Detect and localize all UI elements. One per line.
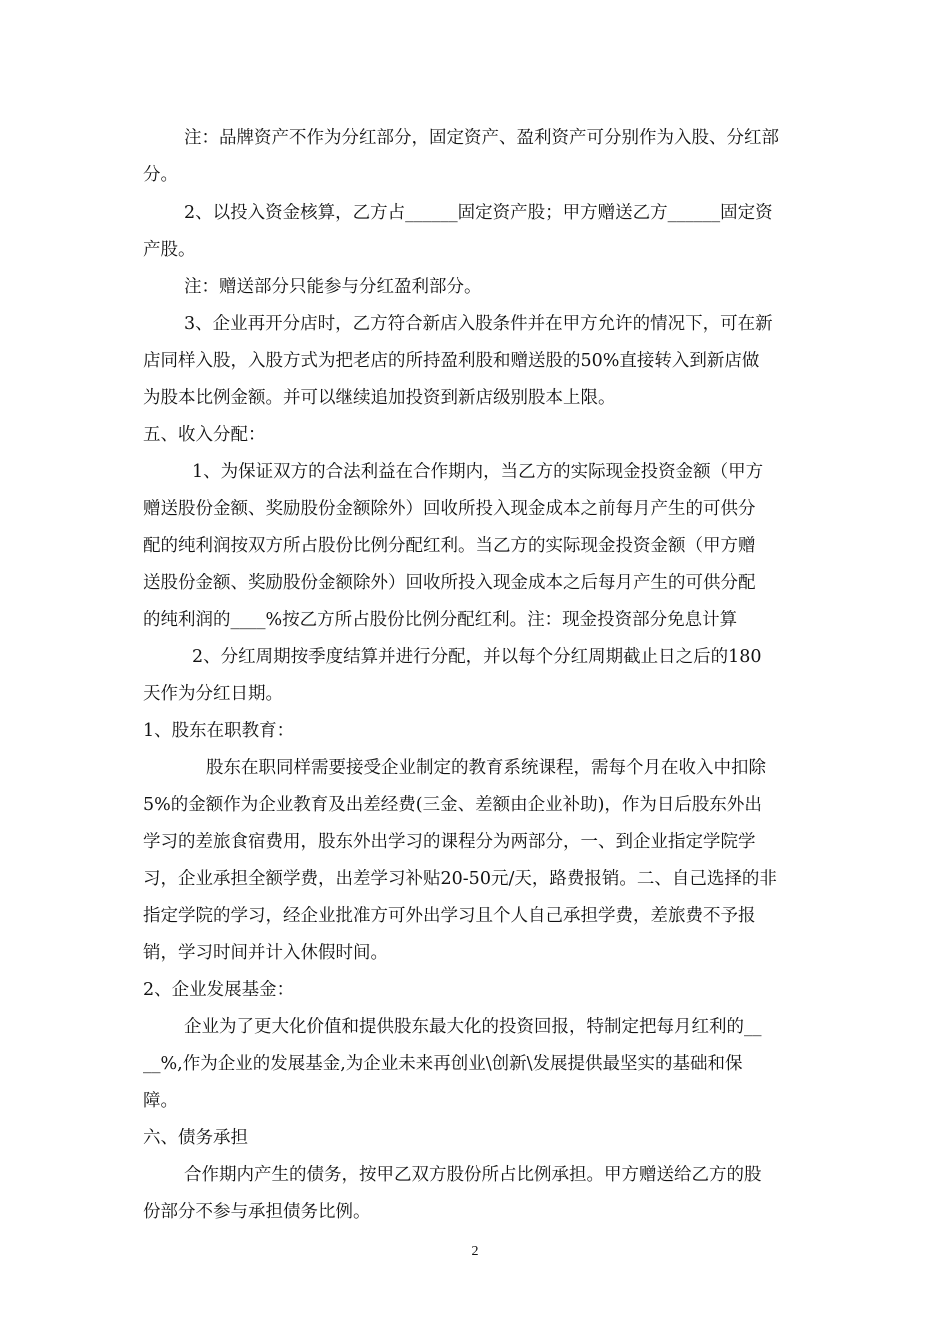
text-line: 2、以投入资金核算，乙方占______固定资产股；甲方赠送乙方______固定资 bbox=[184, 203, 773, 223]
text-line: 合作期内产生的债务，按甲乙双方股份所占比例承担。甲方赠送给乙方的股 bbox=[184, 1165, 762, 1185]
section-heading: 六、债务承担 bbox=[143, 1128, 248, 1148]
text-line: 障。 bbox=[143, 1091, 178, 1111]
section-heading: 1、股东在职教育： bbox=[143, 721, 295, 741]
text-line: 股东在职同样需要接受企业制定的教育系统课程，需每个月在收入中扣除 bbox=[206, 758, 766, 778]
text-line: 份部分不参与承担债务比例。 bbox=[143, 1202, 371, 1222]
text-line: 分。 bbox=[143, 165, 178, 185]
page-number: 2 bbox=[471, 1244, 479, 1259]
text-line: 为股本比例金额。并可以继续追加投资到新店级别股本上限。 bbox=[143, 388, 616, 408]
text-line: 注：赠送部分只能参与分红盈利部分。 bbox=[184, 277, 482, 297]
text-line: 学习的差旅食宿费用，股东外出学习的课程分为两部分，一、到企业指定学院学 bbox=[143, 832, 756, 852]
text-line: 销，学习时间并计入休假时间。 bbox=[143, 943, 388, 963]
text-line: 送股份金额、奖励股份金额除外）回收所投入现金成本之后每月产生的可供分配 bbox=[143, 573, 756, 593]
text-line: 指定学院的学习，经企业批准方可外出学习且个人自己承担学费，差旅费不予报 bbox=[143, 906, 756, 926]
text-line: __%,作为企业的发展基金,为企业未来再创业\创新\发展提供最坚实的基础和保 bbox=[143, 1054, 743, 1074]
text-line: 习，企业承担全额学费，出差学习补贴20-50元/天，路费报销。二、自己选择的非 bbox=[143, 869, 777, 889]
text-line: 配的纯利润按双方所占股份比例分配红利。当乙方的实际现金投资金额（甲方赠 bbox=[143, 536, 756, 556]
section-heading: 2、企业发展基金： bbox=[143, 980, 295, 1000]
text-line: 2、分红周期按季度结算并进行分配，并以每个分红周期截止日之后的180 bbox=[192, 647, 762, 667]
text-line: 天作为分红日期。 bbox=[143, 684, 283, 704]
text-line: 的纯利润的____%按乙方所占股份比例分配红利。注：现金投资部分免息计算 bbox=[143, 610, 738, 630]
text-line: 注：品牌资产不作为分红部分，固定资产、盈利资产可分别作为入股、分红部 bbox=[184, 128, 779, 148]
text-line: 产股。 bbox=[143, 240, 196, 260]
text-line: 5%的金额作为企业教育及出差经费(三金、差额由企业补助)，作为日后股东外出 bbox=[143, 795, 762, 815]
text-line: 店同样入股，入股方式为把老店的所持盈利股和赠送股的50%直接转入到新店做 bbox=[143, 351, 760, 371]
section-heading: 五、收入分配： bbox=[143, 425, 266, 445]
text-line: 3、企业再开分店时，乙方符合新店入股条件并在甲方允许的情况下，可在新 bbox=[184, 314, 773, 334]
text-line: 企业为了更大化价值和提供股东最大化的投资回报，特制定把每月红利的__ bbox=[184, 1017, 762, 1037]
text-line: 赠送股份金额、奖励股份金额除外）回收所投入现金成本之前每月产生的可供分 bbox=[143, 499, 756, 519]
text-line: 1、为保证双方的合法利益在合作期内，当乙方的实际现金投资金额（甲方 bbox=[192, 462, 764, 482]
